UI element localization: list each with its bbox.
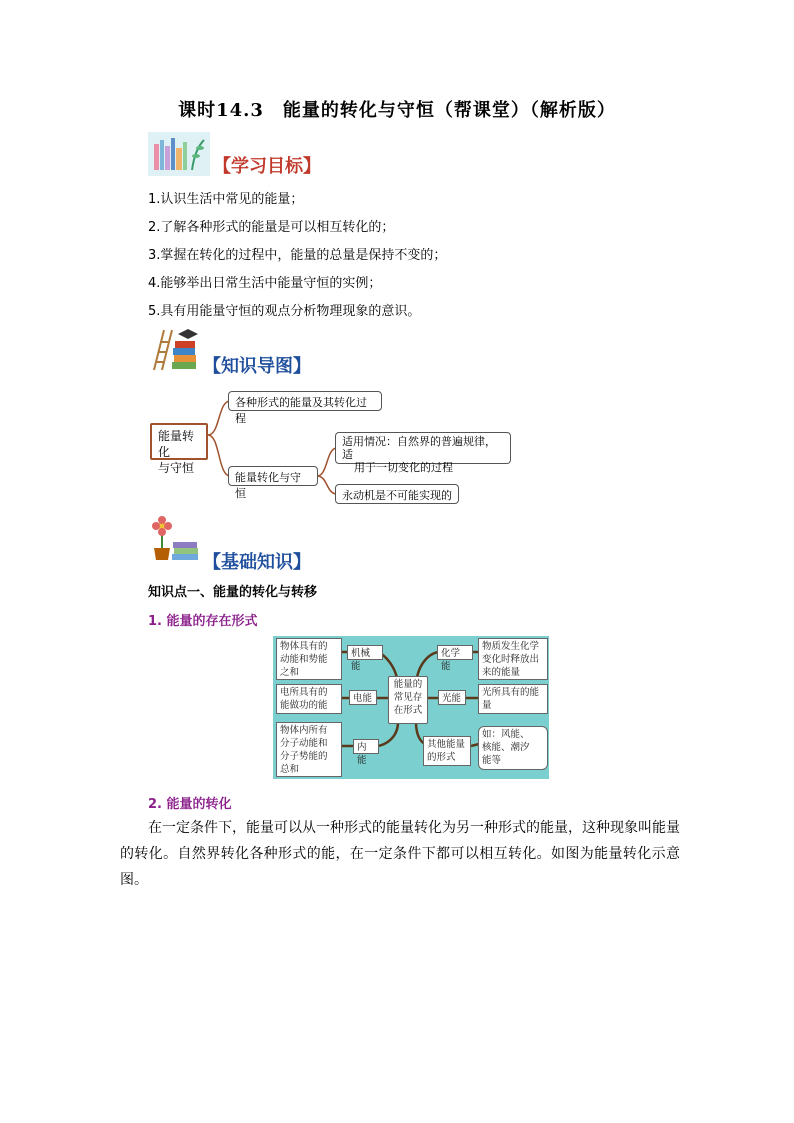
section-title-mindmap: 【知识导图】 — [203, 356, 311, 377]
knowledge-point-title: 知识点一、能量的转化与转移 — [148, 585, 318, 600]
concept-chemical-energy: 化学能 — [437, 645, 473, 660]
mindmap-leaf-scope-line2: 用于一切变化的过程 — [354, 461, 453, 474]
concept-other-desc — [478, 726, 548, 770]
desc-line: 光所具有的能 — [482, 687, 540, 698]
concept-mechanical-energy: 机械能 — [347, 645, 383, 660]
concept-center-line: 能量的 — [393, 679, 423, 690]
desc-line: 能等 — [482, 755, 502, 766]
desc-line: 来的能量 — [482, 667, 521, 678]
desc-line: 能做功的能 — [280, 700, 328, 711]
mindmap-root — [150, 423, 208, 475]
concept-internal-energy: 内能 — [353, 739, 379, 754]
subsection-title-conversion: 2. 能量的转化 — [148, 797, 232, 812]
concept-chemical-desc — [478, 638, 548, 680]
desc-line: 其他能量 — [427, 739, 466, 750]
concept-internal-desc — [276, 722, 342, 777]
concept-electric-desc — [276, 684, 342, 714]
desc-line: 如：风能、 — [482, 729, 530, 740]
goal-item: 5.具有用能量守恒的观点分析物理现象的意识。 — [148, 304, 421, 319]
desc-line: 物体具有的 — [280, 641, 328, 652]
concept-center-node — [388, 676, 428, 724]
desc-line: 总和 — [280, 764, 300, 775]
desc-line: 电所具有的 — [280, 687, 328, 698]
flower-books-icon — [148, 516, 200, 564]
concept-light-energy: 光能 — [438, 690, 466, 705]
desc-line: 分子动能和 — [280, 738, 328, 749]
desc-line: 之和 — [280, 667, 300, 678]
goal-item: 2.了解各种形式的能量是可以相互转化的； — [148, 220, 395, 235]
mindmap-leaf-scope — [335, 432, 511, 474]
desc-line: 变化时释放出 — [482, 654, 540, 665]
conversion-paragraph-text: 在一定条件下，能量可以从一种形式的能量转化为另一种形式的能量，这种现象叫能量的转化。自然界转化各种形式的能，在一定条件下都可以相互转化。如图为能量转化示意图。 — [120, 820, 680, 888]
concept-center-line: 在形式 — [393, 705, 423, 716]
mindmap-root-line1: 能量转化 — [158, 429, 195, 459]
section-title-goals: 【学习目标】 — [213, 156, 321, 177]
mindmap-leaf-perpetual: 永动机是不可能实现的 — [335, 484, 459, 504]
concept-electric-energy: 电能 — [349, 690, 377, 705]
desc-line: 物质发生化学 — [482, 641, 540, 652]
concept-other-energy — [423, 736, 471, 766]
desc-line: 物体内所有 — [280, 725, 328, 736]
desc-line: 的形式 — [427, 752, 456, 763]
desc-line: 量 — [482, 700, 492, 711]
desc-line: 动能和势能 — [280, 654, 328, 665]
page-title: 课时14.3 能量的转化与守恒（帮课堂）（解析版） — [178, 100, 616, 121]
conversion-paragraph — [120, 815, 680, 893]
mindmap-branch-conservation: 能量转化与守恒 — [228, 466, 318, 486]
goal-item: 3.掌握在转化的过程中，能量的总量是保持不变的； — [148, 248, 447, 263]
desc-line: 分子势能的 — [280, 751, 328, 762]
desc-line: 核能、潮汐 — [482, 742, 530, 753]
mindmap-root-line2: 与守恒 — [158, 461, 195, 475]
mindmap-branch-forms: 各种形式的能量及其转化过程 — [228, 391, 382, 411]
energy-forms-concept-map — [273, 636, 549, 779]
goal-item: 1.认识生活中常见的能量； — [148, 192, 304, 207]
goal-item: 4.能够举出日常生活中能量守恒的实例； — [148, 276, 382, 291]
section-title-basics: 【基础知识】 — [203, 552, 311, 573]
concept-mechanical-desc — [276, 638, 342, 680]
concept-light-desc — [478, 684, 548, 714]
subsection-title-forms: 1. 能量的存在形式 — [148, 614, 258, 629]
concept-center-line: 常见存 — [393, 692, 423, 703]
mindmap-leaf-scope-line1: 适用情况：自然界的普遍规律，适 — [342, 435, 496, 461]
